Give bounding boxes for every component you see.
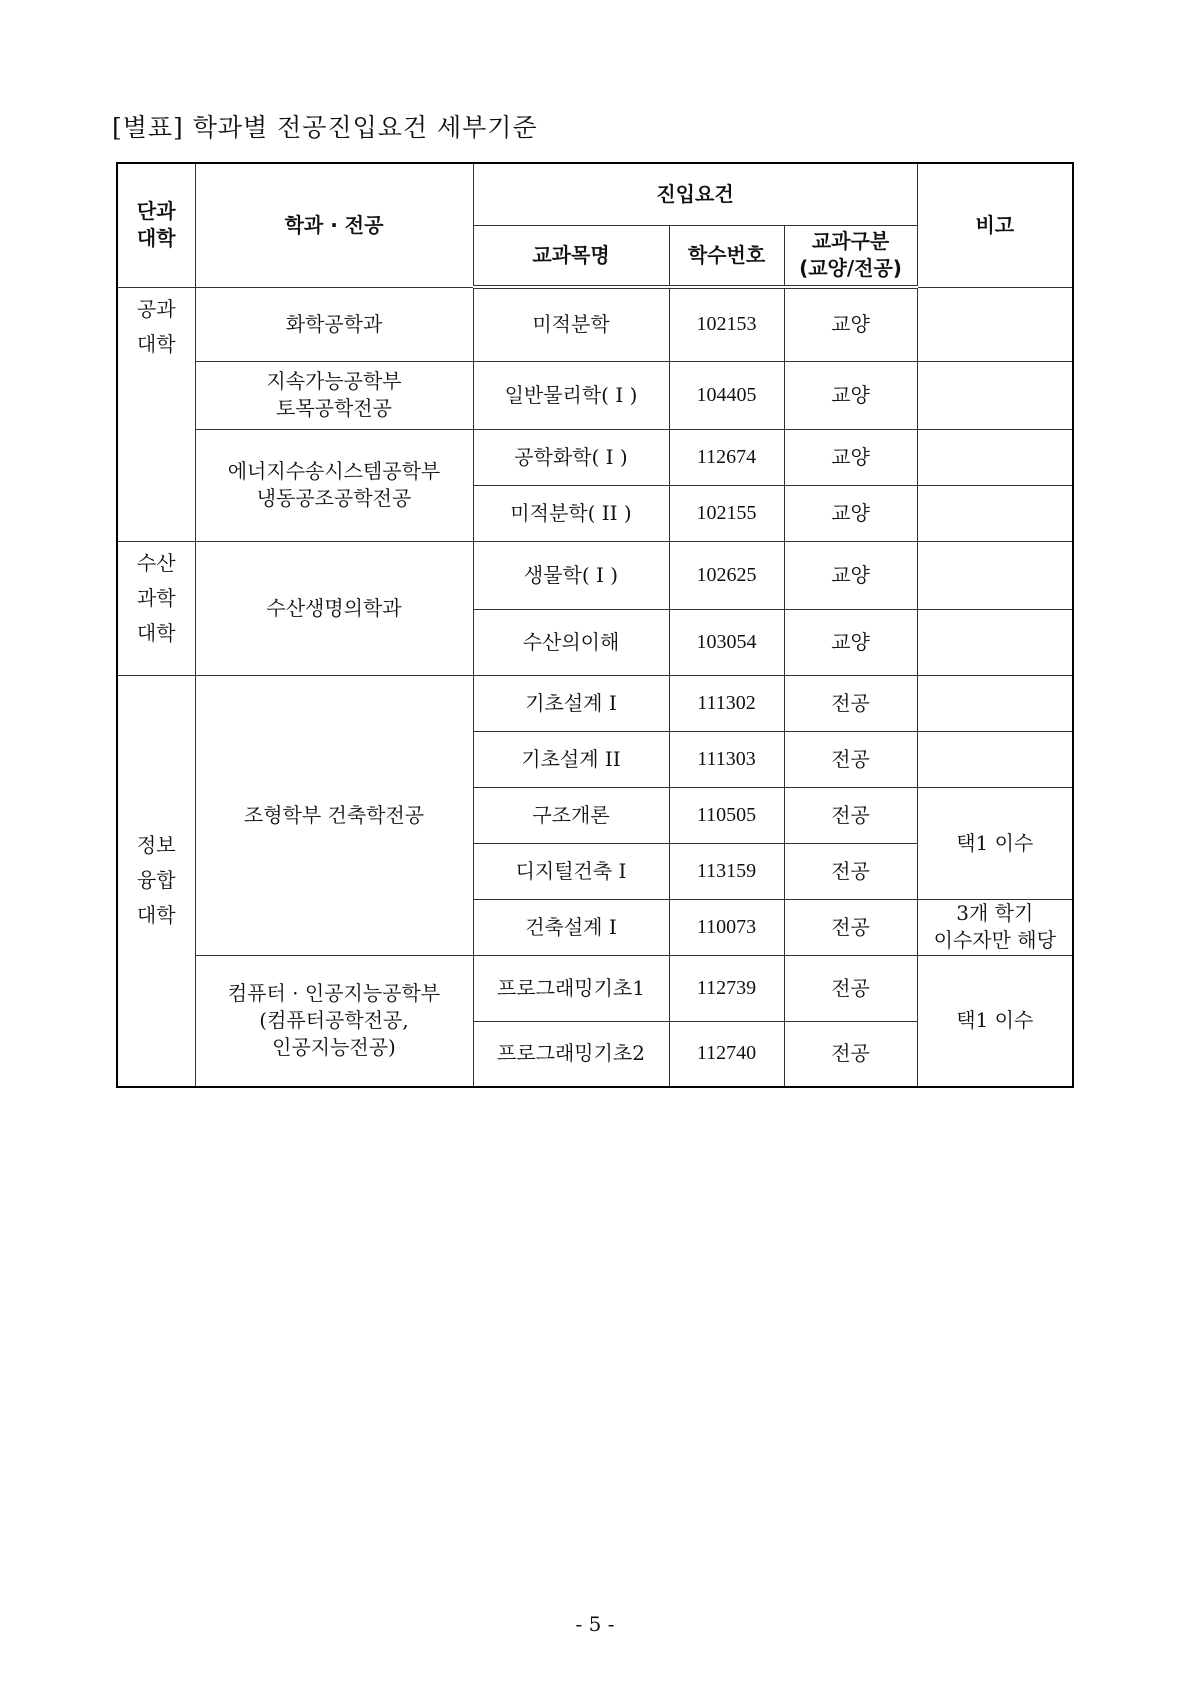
header-college: 단과 대학: [117, 163, 195, 287]
course-type: 교양: [784, 485, 917, 541]
course-code: 102625: [669, 541, 784, 609]
course-type: 교양: [784, 541, 917, 609]
course-name: 공학화학( I ): [473, 429, 669, 485]
course-type: 전공: [784, 843, 917, 899]
course-code: 111303: [669, 731, 784, 787]
remark-empty: [917, 675, 1073, 731]
course-type: 전공: [784, 787, 917, 843]
course-type: 전공: [784, 955, 917, 1021]
department-refrigeration: 에너지수송시스템공학부 냉동공조공학전공: [195, 429, 473, 541]
remark-empty: [917, 429, 1073, 485]
requirements-table: [116, 162, 1074, 1088]
course-name: 기초설계 II: [473, 731, 669, 787]
remark-third-semester: 3개 학기 이수자만 해당: [917, 899, 1073, 955]
table-row: [117, 955, 1073, 1021]
header-department: 학과 · 전공: [195, 163, 473, 287]
course-code: 104405: [669, 361, 784, 429]
course-type: 교양: [784, 287, 917, 361]
course-name: 미적분학( II ): [473, 485, 669, 541]
remark-empty: [917, 541, 1073, 609]
course-code: 102153: [669, 287, 784, 361]
department-architecture: 조형학부 건축학전공: [195, 675, 473, 955]
course-code: 112740: [669, 1021, 784, 1087]
course-name: 일반물리학( I ): [473, 361, 669, 429]
course-name: 구조개론: [473, 787, 669, 843]
remark-empty: [917, 609, 1073, 675]
document-title: [별표] 학과별 전공진입요건 세부기준: [112, 113, 538, 142]
course-code: 112739: [669, 955, 784, 1021]
course-type: 교양: [784, 429, 917, 485]
header-remarks: 비고: [917, 163, 1073, 287]
table-row: [117, 675, 1073, 731]
header-row-1: [117, 163, 1073, 225]
department-chemical-engineering: 화학공학과: [195, 287, 473, 361]
college-engineering: 공과 대학: [117, 287, 195, 541]
remark-empty: [917, 287, 1073, 361]
course-code: 112674: [669, 429, 784, 485]
course-name: 프로그래밍기초1: [473, 955, 669, 1021]
table-row: [117, 287, 1073, 361]
course-code: 113159: [669, 843, 784, 899]
course-code: 110073: [669, 899, 784, 955]
course-type: 교양: [784, 609, 917, 675]
course-name: 건축설계 I: [473, 899, 669, 955]
course-code: 111302: [669, 675, 784, 731]
table-row: [117, 541, 1073, 609]
course-code: 103054: [669, 609, 784, 675]
course-type: 전공: [784, 675, 917, 731]
department-civil-engineering: 지속가능공학부 토목공학전공: [195, 361, 473, 429]
remark-choose-one: 택1 이수: [917, 955, 1073, 1087]
department-computer-ai: 컴퓨터 · 인공지능공학부 (컴퓨터공학전공, 인공지능전공): [195, 955, 473, 1087]
page-number: - 5 -: [575, 1612, 615, 1636]
remark-empty: [917, 361, 1073, 429]
course-name: 수산의이해: [473, 609, 669, 675]
course-type: 전공: [784, 731, 917, 787]
college-information-convergence: 정보 융합 대학: [117, 675, 195, 1087]
course-name: 기초설계 I: [473, 675, 669, 731]
course-name: 생물학( I ): [473, 541, 669, 609]
course-code: 110505: [669, 787, 784, 843]
course-name: 디지털건축 I: [473, 843, 669, 899]
table-row: [117, 429, 1073, 485]
header-course-code: 학수번호: [669, 225, 784, 287]
course-code: 102155: [669, 485, 784, 541]
department-aquatic-life-medicine: 수산생명의학과: [195, 541, 473, 675]
header-course-type: 교과구분 (교양/전공): [784, 225, 917, 287]
header-requirements: 진입요건: [473, 163, 917, 225]
course-name: 미적분학: [473, 287, 669, 361]
course-type: 전공: [784, 1021, 917, 1087]
course-name: 프로그래밍기초2: [473, 1021, 669, 1087]
remark-empty: [917, 485, 1073, 541]
course-type: 전공: [784, 899, 917, 955]
remark-choose-one: 택1 이수: [917, 787, 1073, 899]
remark-empty: [917, 731, 1073, 787]
header-course-name: 교과목명: [473, 225, 669, 287]
course-type: 교양: [784, 361, 917, 429]
college-fisheries: 수산 과학 대학: [117, 541, 195, 675]
table-row: [117, 361, 1073, 429]
